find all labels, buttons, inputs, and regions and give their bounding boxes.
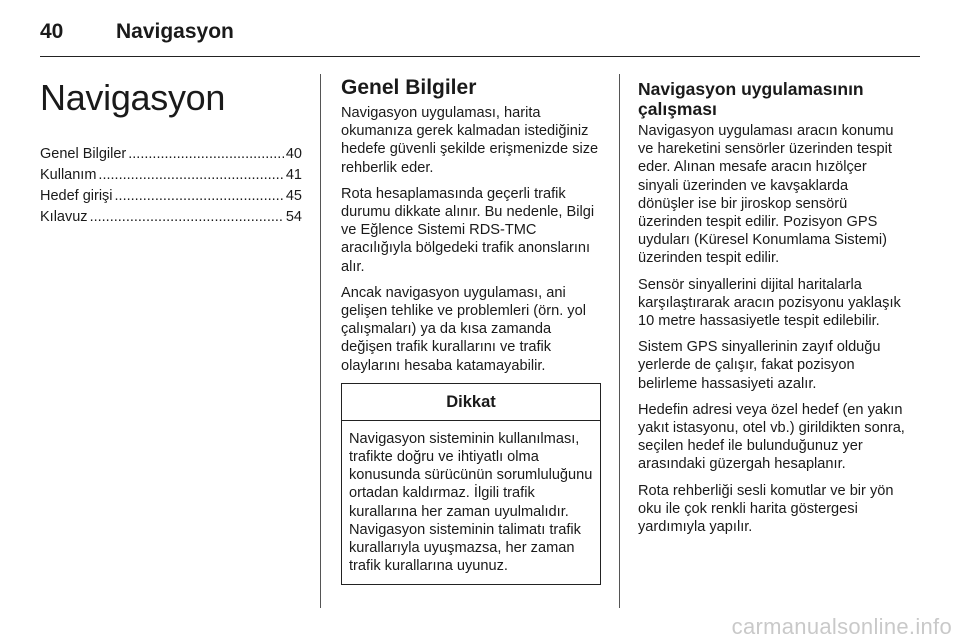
warning-heading: Dikkat: [342, 384, 600, 421]
toc-label: Hedef girişi: [40, 188, 113, 204]
header-divider: [40, 56, 920, 57]
toc-page: 40: [285, 146, 302, 162]
section-title-general: Genel Bilgiler: [341, 76, 477, 99]
paragraph: Ancak navigasyon uygulaması, ani gelişen tehlike ve problemleri (örn. yol çalışmaları) ya da kısa zamanda değişen trafik kurallarını ve trafik olaylarını hesaba katamayabilir.: [341, 284, 586, 374]
paragraph: Rota hesaplamasında geçerli trafik durumu dikkate alınır. Bu nedenle, Bilgi ve Eğlence Sistemi RDS-TMC aracılığıyla bölgedeki trafik anonslarını alır.: [341, 185, 595, 275]
paragraph: Sistem GPS sinyallerinin zayıf olduğu yerlerde de çalışır, fakat pozisyon belirleme hassasiyeti azalır.: [638, 339, 881, 392]
operation-column: [638, 74, 906, 544]
chapter-column: [40, 74, 302, 228]
general-info-column: [341, 74, 603, 585]
toc-leader: [115, 186, 284, 207]
toc-leader: [90, 207, 284, 228]
column-divider-2: [619, 74, 620, 608]
toc-label: Kılavuz: [40, 209, 88, 225]
toc-leader: [128, 144, 284, 165]
column-divider-1: [320, 74, 321, 608]
toc-item-kilavuz[interactable]: [40, 207, 302, 228]
toc-item-genel-bilgiler[interactable]: [40, 144, 302, 165]
toc-page: 54: [285, 209, 302, 225]
toc-label: Kullanım: [40, 167, 97, 183]
paragraph: Navigasyon uygulaması, harita okumanıza gerek kalmadan istediğiniz hedefe güvenli şekilde erişmenizde size rehberlik eder.: [341, 105, 599, 176]
toc-label: Genel Bilgiler: [40, 146, 127, 162]
paragraph: Sensör sinyallerini dijital haritalarla karşılaştırarak aracın pozisyonu yaklaşık 10 metre hassasiyetle tespit edilebilir.: [638, 276, 901, 330]
paragraph: Rota rehberliği sesli komutlar ve bir yön oku ile çok renkli harita göstergesi yardımıyla yapılır.: [638, 482, 894, 536]
paragraph: Navigasyon uygulaması aracın konumu ve hareketini sensörler üzerinden tespit eder. Alınan mesafe aracın hızölçer sinyali üzerinden ve kavşaklarda dönüşler ise bir jiroskop sensörü üzerinden tespit edilir. Pozisyon GPS uyduları (Küresel Konumlama Sistemi) üzerinden tespit edilir.: [638, 123, 894, 267]
page-header: [40, 16, 920, 52]
watermark: carmanualsonline.info: [731, 614, 952, 639]
toc-item-kullanim[interactable]: [40, 165, 302, 186]
toc-item-hedef-girisi[interactable]: [40, 186, 302, 207]
table-of-contents: [40, 144, 302, 228]
paragraph: Hedefin adresi veya özel hedef (en yakın yakıt istasyonu, otel vb.) girildikten sonra, seçilen hedef ile bulunduğunuz yer arasındaki güzergah hesaplanır.: [638, 401, 905, 473]
warning-box: [341, 383, 601, 586]
header-title: Navigasyon: [116, 20, 234, 43]
toc-page: 41: [285, 167, 302, 183]
toc-leader: [98, 165, 283, 186]
toc-page: 45: [285, 188, 302, 204]
warning-text: Navigasyon sisteminin kullanılması, trafikte doğru ve ihtiyatlı olma konusunda sürücünün sorumluluğunu ortadan kaldırmaz. İlgili trafik kurallarına her zaman uyulmalıdır. Navigasyon sisteminin talimatı trafik kurallarıyla uyuşmazsa, her zaman trafik kurallarına uyunuz.: [349, 430, 593, 575]
page-number: 40: [40, 20, 64, 43]
chapter-title: Navigasyon: [40, 77, 226, 118]
section-title-operation: Navigasyon uygulamasının çalışması: [638, 79, 864, 119]
